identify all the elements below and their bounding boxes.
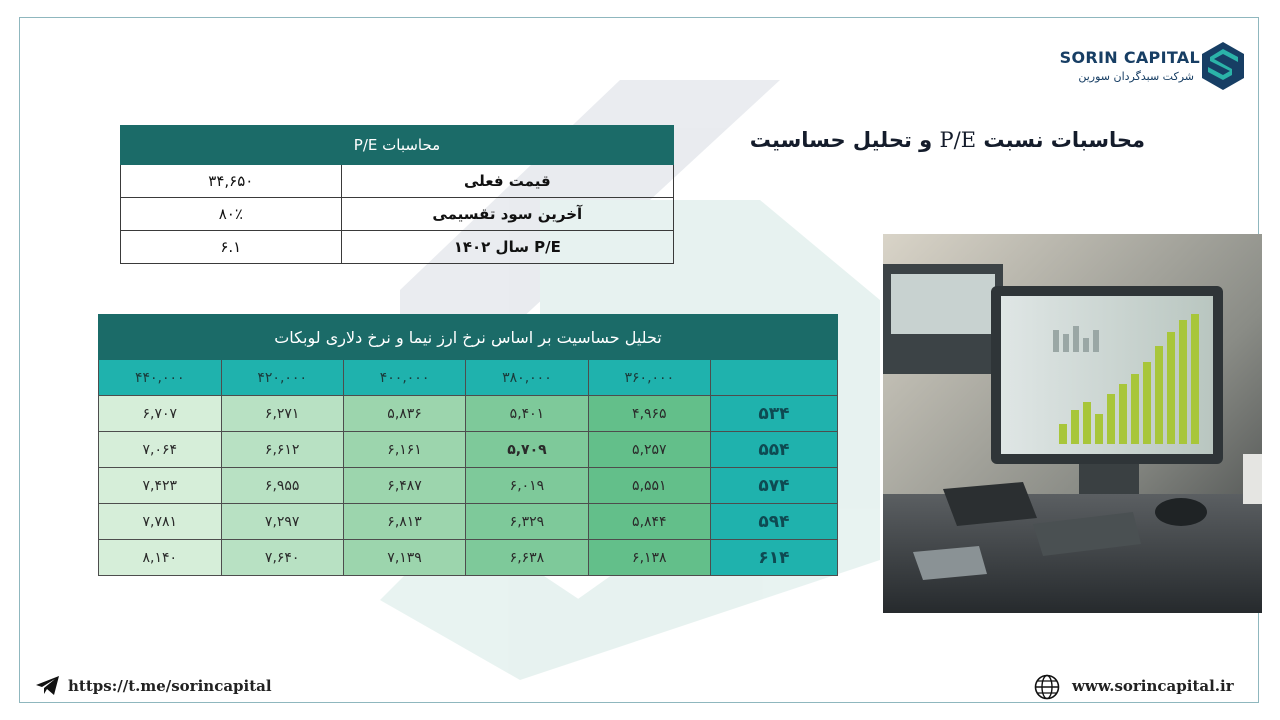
brand-logo — [1059, 40, 1248, 92]
telegram-icon — [36, 676, 60, 696]
row-header: ۵۹۴ — [711, 504, 838, 540]
table-cell: ۶,۷۰۷ — [99, 396, 222, 432]
table-row — [99, 468, 838, 504]
table-cell: ۸,۱۴۰ — [99, 540, 222, 576]
pe-table-header: محاسبات P/E — [121, 126, 674, 165]
column-header-row — [99, 360, 838, 396]
table-cell: ۷,۱۳۹ — [343, 540, 465, 576]
table-cell: ۵,۵۵۱ — [588, 468, 710, 504]
row-header: ۶۱۴ — [711, 540, 838, 576]
table-row — [99, 396, 838, 432]
sensitivity-table — [98, 314, 838, 576]
title-ratio: P/E — [939, 128, 977, 152]
corner-cell — [711, 360, 838, 396]
table-cell: ۶,۱۳۸ — [588, 540, 710, 576]
table-cell: ۶,۳۲۹ — [466, 504, 588, 540]
table-cell: ۷,۶۴۰ — [221, 540, 343, 576]
table-cell: ۴,۹۶۵ — [588, 396, 710, 432]
telegram-url[interactable]: https://t.me/sorincapital — [68, 677, 272, 695]
table-cell: ۵,۸۳۶ — [343, 396, 465, 432]
page-title — [750, 128, 1145, 152]
website-link[interactable] — [1034, 674, 1246, 698]
title-prefix: محاسبات نسبت — [983, 128, 1145, 152]
pe-row-label: آخرین سود تقسیمی — [341, 198, 673, 231]
table-cell: ۷,۲۹۷ — [221, 504, 343, 540]
table-cell: ۶,۹۵۵ — [221, 468, 343, 504]
column-header: ۳۸۰,۰۰۰ — [466, 360, 588, 396]
table-cell: ۶,۱۶۱ — [343, 432, 465, 468]
column-header: ۴۰۰,۰۰۰ — [343, 360, 465, 396]
office-desk-photo — [883, 234, 1262, 613]
pe-calculation-table — [120, 125, 674, 264]
pe-row-value: ۶.۱ — [121, 231, 342, 264]
pe-row-label: P/E سال ۱۴۰۲ — [341, 231, 673, 264]
website-url[interactable]: www.sorincapital.ir — [1072, 677, 1234, 695]
sensitivity-table-header: تحلیل حساسیت بر اساس نرخ ارز نیما و نرخ دلاری لوبکات — [99, 315, 838, 360]
column-header: ۴۴۰,۰۰۰ — [99, 360, 222, 396]
table-cell: ۷,۴۲۳ — [99, 468, 222, 504]
column-header: ۴۲۰,۰۰۰ — [221, 360, 343, 396]
brand-name-en: SORIN CAPITAL — [1059, 48, 1200, 67]
table-cell: ۷,۰۶۴ — [99, 432, 222, 468]
row-header: ۵۳۴ — [711, 396, 838, 432]
table-cell: ۶,۰۱۹ — [466, 468, 588, 504]
row-header: ۵۷۴ — [711, 468, 838, 504]
table-row — [121, 198, 674, 231]
row-header: ۵۵۴ — [711, 432, 838, 468]
table-row — [121, 165, 674, 198]
table-cell: ۶,۶۳۸ — [466, 540, 588, 576]
table-cell: ۵,۴۰۱ — [466, 396, 588, 432]
table-row — [99, 432, 838, 468]
table-row — [121, 231, 674, 264]
pe-row-label: قیمت فعلی — [341, 165, 673, 198]
table-row — [99, 504, 838, 540]
table-cell-highlight: ۵,۷۰۹ — [466, 432, 588, 468]
table-cell: ۵,۸۴۴ — [588, 504, 710, 540]
table-cell: ۷,۷۸۱ — [99, 504, 222, 540]
globe-icon — [1034, 674, 1060, 700]
pe-row-value: ۳۴,۶۵۰ — [121, 165, 342, 198]
title-suffix: و تحلیل حساسیت — [749, 128, 933, 152]
table-cell: ۶,۴۸۷ — [343, 468, 465, 504]
brand-name-fa: شرکت سبدگردان سورین — [1078, 70, 1194, 83]
table-cell: ۶,۶۱۲ — [221, 432, 343, 468]
table-cell: ۵,۲۵۷ — [588, 432, 710, 468]
table-row — [99, 540, 838, 576]
pe-row-value: ۸۰٪ — [121, 198, 342, 231]
table-cell: ۶,۲۷۱ — [221, 396, 343, 432]
sorin-logo-mark-icon — [1202, 42, 1244, 90]
table-cell: ۶,۸۱۳ — [343, 504, 465, 540]
column-header: ۳۶۰,۰۰۰ — [588, 360, 710, 396]
